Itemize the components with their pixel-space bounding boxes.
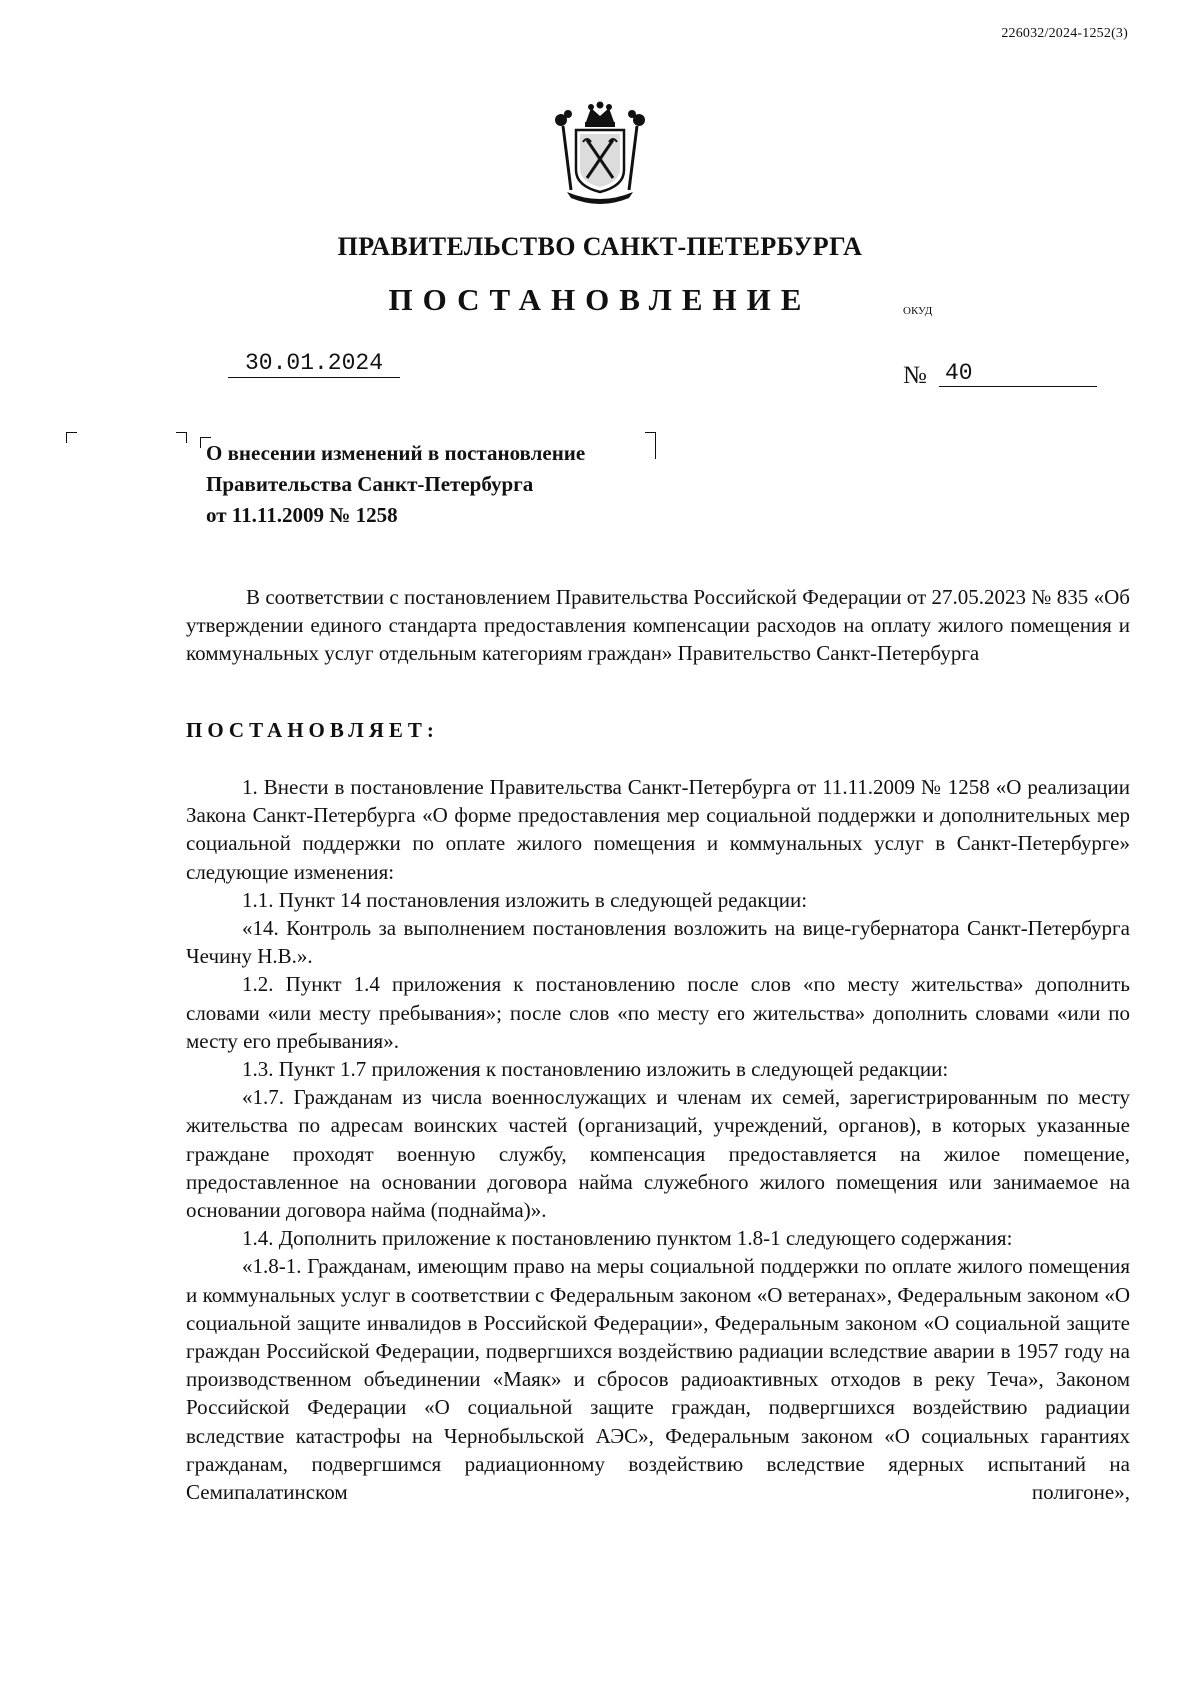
okud-label: ОКУД <box>903 305 933 317</box>
preamble <box>186 583 1130 668</box>
coat-of-arms-icon <box>551 100 649 204</box>
preamble-paragraph: В соответствии с постановлением Правительства Российской Федерации от 27.05.2023 № 835 «Об утверждении единого стандарта предоставления компенсации расходов на оплату жилого помещения и коммунальных услуг отдельным категориям граждан» Правительство Санкт-Петербурга <box>186 585 1130 666</box>
item-paragraph: 1. Внести в постановление Правительства Санкт-Петербурга от 11.11.2009 № 1258 «О реализации Закона Санкт-Петербурга «О форме предоставления мер социальной поддержки и дополнительных мер социальной поддержки по оплате жилого помещения и коммунальных услуг в Санкт-Петербурге» следующие изменения: <box>186 775 1130 884</box>
number-field <box>939 356 1097 387</box>
item-paragraph: 1.3. Пункт 1.7 приложения к постановлению изложить в следующей редакции: <box>242 1057 949 1082</box>
item-paragraph: 1.2. Пункт 1.4 приложения к постановлению после слов «по месту жительства» дополнить словами «или месту пребывания»; после слов «по месту его жительства» дополнить словами «или по месту его пребывания». <box>186 972 1130 1053</box>
item-paragraph: «1.7. Гражданам из числа военнослужащих и членам их семей, зарегистрированным по месту жительства по адресам воинских частей (организаций, учреждений, органов), в которых указанные граждане проходят военную службу, компенсация предоставляется на жилое помещение, предоставленное на основании договора найма служебного жилого помещения или занимаемое на основании договора найма (поднайма)». <box>186 1085 1130 1223</box>
document-number: 40 <box>945 360 973 386</box>
corner-mark <box>176 432 187 443</box>
document-date: 30.01.2024 <box>228 350 400 378</box>
corner-mark <box>66 432 77 443</box>
registration-number: 226032/2024-1252(3) <box>1001 26 1128 41</box>
document-subject <box>206 438 666 531</box>
item-paragraph: 1.4. Дополнить приложение к постановлению пунктом 1.8-1 следующего содержания: <box>242 1226 1013 1251</box>
government-title: ПРАВИТЕЛЬСТВО САНКТ-ПЕТЕРБУРГА <box>337 232 863 261</box>
subject-line: Правительства Санкт-Петербурга <box>206 472 534 496</box>
document-type: ПОСТАНОВЛЕНИЕ <box>388 282 812 317</box>
resolution-items <box>186 773 1130 1506</box>
subject-line: О внесении изменений в постановление <box>206 441 586 465</box>
resolves-heading: ПОСТАНОВЛЯЕТ: <box>186 718 439 742</box>
number-label: № <box>903 362 927 389</box>
item-paragraph: «14. Контроль за выполнением постановления возложить на вице-губернатора Санкт-Петербурга Чечину Н.В.». <box>186 916 1130 969</box>
item-paragraph: «1.8-1. Гражданам, имеющим право на меры социальной поддержки по оплате жилого помещения и коммунальных услуг в соответствии с Федеральным законом «О ветеранах», Федеральным законом «О социальной защите инвалидов в Российской Федерации», Федеральным законом «О социальной защите граждан Российской Федерации, подвергшихся воздействию радиации вследствие аварии в 1957 году на производственном объединении «Маяк» и сбросов радиоактивных отходов в реку Теча», Законом Российской Федерации «О социальной защите граждан, подвергшихся воздействию радиации вследствие катастрофы на Чернобыльской АЭС», Федеральным законом «О социальных гарантиях гражданам, подвергшимся радиационному воздействию вследствие ядерных испытаний на Семипалатинском полигоне», <box>186 1254 1130 1505</box>
subject-line: от 11.11.2009 № 1258 <box>206 503 398 527</box>
item-paragraph: 1.1. Пункт 14 постановления изложить в следующей редакции: <box>242 887 808 912</box>
